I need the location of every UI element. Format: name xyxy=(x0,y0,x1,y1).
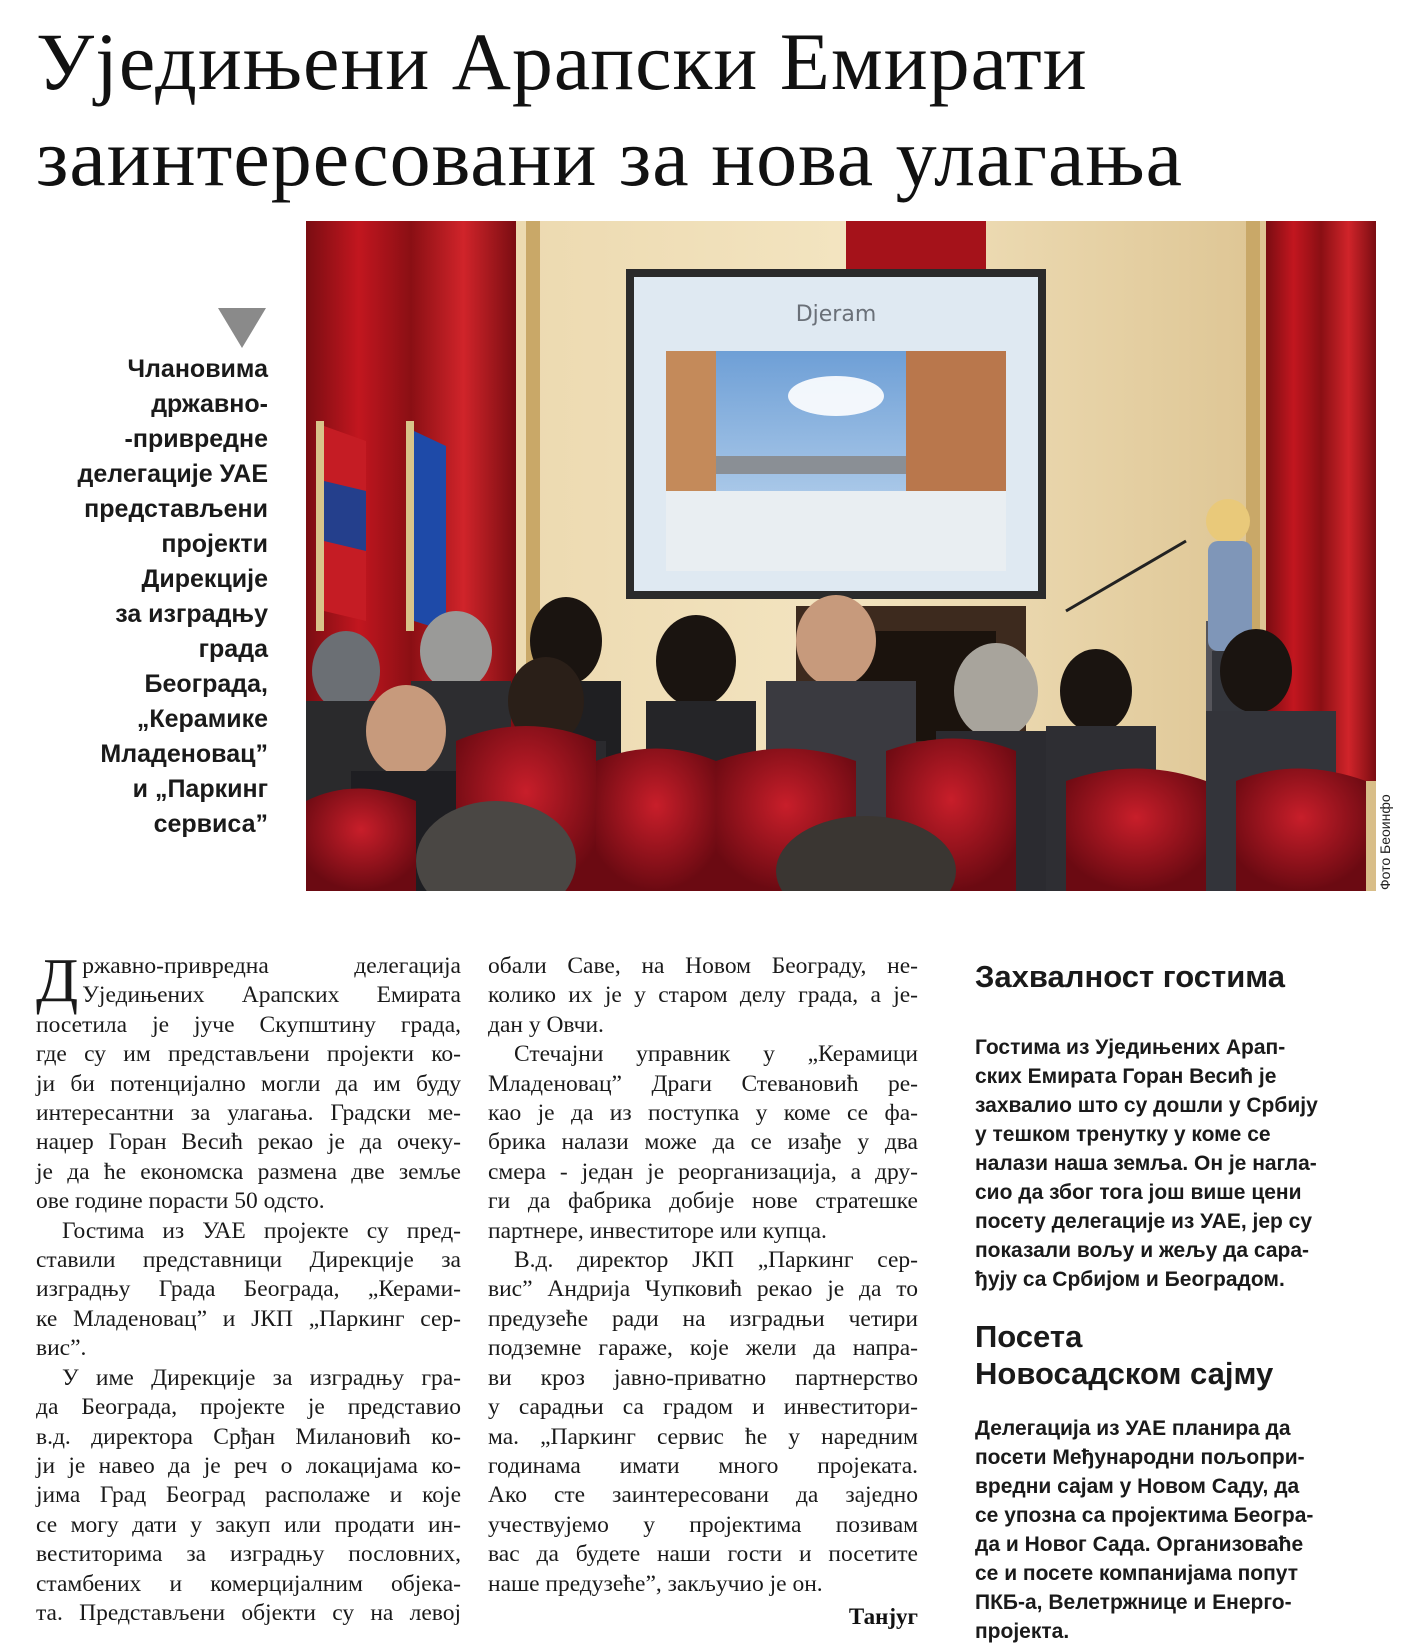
lead-line: сервиса” xyxy=(153,810,268,838)
article-line: вас да будете наши гости и посетите xyxy=(488,1541,918,1568)
lead-line: Београда, xyxy=(144,670,268,698)
lead-line: за изградњу xyxy=(115,600,268,628)
article-line: ги да фабрика добије нове стратешке xyxy=(488,1188,918,1215)
article-line: ове године порасти 50 одсто. xyxy=(36,1188,325,1215)
article-line: ви кроз јавно-приватно партнерство xyxy=(488,1364,918,1391)
article-line: ржавно-привредна делегација xyxy=(82,953,461,979)
article-line: веститорима за изградњу пословних, xyxy=(36,1541,461,1568)
article-line: обали Саве, на Новом Београду, не- xyxy=(488,953,918,979)
sidebar-box-2 xyxy=(975,1318,1375,1646)
article-line: наџер Горан Весић рекао је да очеку- xyxy=(36,1129,461,1156)
article-line: Ако сте заинтересовани да заједно xyxy=(488,1482,918,1509)
sidebar-line: ских Емирата Горан Весић је xyxy=(975,1065,1277,1088)
article-line: Стечајни управник у „Керамици xyxy=(514,1041,918,1068)
lead-line: делегације УАЕ xyxy=(77,460,268,488)
sidebar-line: посети Међународни пољопри- xyxy=(975,1446,1305,1469)
article-line: јима Град Београд располаже и које xyxy=(36,1482,461,1509)
article-line: посетила је јуче Скупштину града, xyxy=(36,1011,461,1038)
article-line: изградњу Града Београда, „Керами- xyxy=(36,1276,461,1303)
lead-line: и „Паркинг xyxy=(132,775,268,803)
lead-text xyxy=(20,352,268,842)
article-column-2 xyxy=(488,952,918,1599)
article-line: стамбених и комерцијалним објека- xyxy=(36,1570,461,1597)
article-column-1 xyxy=(36,947,461,1628)
headline-line-1: Уједињени Арапски Емирати xyxy=(36,16,1088,107)
lead-line: представљени xyxy=(84,495,268,523)
sidebar-line: се и посете компанијама попут xyxy=(975,1562,1299,1585)
sidebar-line: да и Новог Сада. Организоваће xyxy=(975,1533,1304,1556)
lead-line: пројекти xyxy=(161,530,268,558)
sidebar-heading-line: Посета xyxy=(975,1319,1083,1354)
sidebar-heading-1 xyxy=(975,958,1375,995)
article-line: дан у Овчи. xyxy=(488,1011,604,1038)
lead-triangle-icon xyxy=(218,308,266,348)
lead-line: Младеновац” xyxy=(100,740,268,768)
sidebar-line: налази наша земља. Он је нагла- xyxy=(975,1152,1317,1175)
lead-line: државно- xyxy=(151,390,268,418)
article-line: брика налази може да се изађе у два xyxy=(488,1129,918,1156)
article-line: в.д. директора Срђан Милановић ко- xyxy=(36,1423,461,1450)
sidebar-line: показали вољу и жељу да сара- xyxy=(975,1239,1310,1262)
article-line: је да ће економска размена две земље xyxy=(36,1158,461,1185)
article-line: да Београда, пројекте је представио xyxy=(36,1394,461,1421)
sidebar-line: пројекта. xyxy=(975,1620,1070,1643)
sidebar-line: ђују са Србијом и Београдом. xyxy=(975,1268,1285,1291)
news-agency: Танјуг xyxy=(848,1604,918,1629)
article-line: смера - један је реорганизација, а дру- xyxy=(488,1158,918,1185)
dropcap: Д xyxy=(36,947,79,1015)
sidebar-box-1 xyxy=(975,958,1375,1294)
article-line: колико их је у старом делу града, а је- xyxy=(488,982,918,1009)
article-line: Младеновац” Драги Стевановић ре- xyxy=(488,1070,918,1097)
article-line: партнере, инвеститоре или купца. xyxy=(488,1217,827,1244)
article-line: ке Младеновац” и ЈКП „Паркинг сер- xyxy=(36,1305,461,1332)
headline xyxy=(36,14,1396,206)
sidebar-line: се упозна са пројектима Београ- xyxy=(975,1504,1314,1527)
sidebar-paragraph-1 xyxy=(975,1033,1375,1294)
article-line: Гостима из УАЕ пројекте су пред- xyxy=(62,1217,461,1244)
screen-title: Djeram xyxy=(795,302,877,327)
sidebar-line: у тешком тренутку у коме се xyxy=(975,1123,1271,1146)
article-line: подземне гараже, које жели да напра- xyxy=(488,1335,918,1362)
article-line: У име Дирекције за изградњу гра- xyxy=(62,1364,461,1391)
sidebar-line: захвалио што су дошли у Србију xyxy=(975,1094,1318,1117)
sidebar-heading-2 xyxy=(975,1318,1375,1392)
article-line: годинама имати много пројеката. xyxy=(488,1452,918,1479)
lead-line: „Керамике xyxy=(136,705,268,733)
headline-line-2: заинтересовани за нова улагања xyxy=(36,112,1184,203)
sidebar-line: посету делегације из УАЕ, јер су xyxy=(975,1210,1313,1233)
article-line: где су им представљени пројекти ко- xyxy=(36,1041,461,1068)
sidebar-line: Делегација из УАЕ планира да xyxy=(975,1417,1291,1440)
sidebar-paragraph-2 xyxy=(975,1414,1375,1646)
lead-line: -привредне xyxy=(124,425,268,453)
article-line: као је да из поступка у коме се фа- xyxy=(488,1100,918,1127)
lead-line: града xyxy=(198,635,268,663)
lead-line: Дирекције xyxy=(141,565,268,593)
article-line: се могу дати у закуп или продати ин- xyxy=(36,1511,461,1538)
article-line: ји би потенцијално могли да им буду xyxy=(36,1070,461,1097)
article-line: ји је навео да је реч о локацијама ко- xyxy=(36,1452,461,1479)
photo xyxy=(306,221,1376,891)
sidebar-line: Гостима из Уједињених Арап- xyxy=(975,1036,1286,1059)
sidebar-line: ПКБ-а, Велетржнице и Енерго- xyxy=(975,1591,1292,1614)
article-line: В.д. директор ЈКП „Паркинг сер- xyxy=(514,1247,918,1274)
sidebar-line: сио да због тога још више цени xyxy=(975,1181,1302,1204)
article-line: предузеће ради на изградњи четири xyxy=(488,1305,918,1332)
sidebar-line: вредни сајам у Новом Саду, да xyxy=(975,1475,1300,1498)
lead-line: Члановима xyxy=(127,355,268,383)
article-line: Уједињених Арапских Емирата xyxy=(82,982,461,1009)
article-line: та. Представљени објекти су на левој xyxy=(36,1599,461,1626)
article-line: у сарадњи са градом и инвеститори- xyxy=(488,1394,918,1421)
article-line: наше предузеће”, закључио је он. xyxy=(488,1570,823,1597)
article-line: вис”. xyxy=(36,1335,87,1362)
article-line: вис” Андрија Чупковић рекао је да то xyxy=(488,1276,918,1303)
article-line: ставили представници Дирекције за xyxy=(36,1247,461,1274)
sidebar-heading-line: Захвалност гостима xyxy=(975,959,1286,994)
article-line: ма. „Паркинг сервис ће у наредним xyxy=(488,1423,918,1450)
photo-credit: Фото Бeоинфо xyxy=(1377,794,1393,890)
sidebar-heading-line: Новосадском сајму xyxy=(975,1356,1274,1391)
article-line: интересантни за улагања. Градски ме- xyxy=(36,1100,461,1127)
article-line: учествујемо у пројектима позивам xyxy=(488,1511,918,1538)
